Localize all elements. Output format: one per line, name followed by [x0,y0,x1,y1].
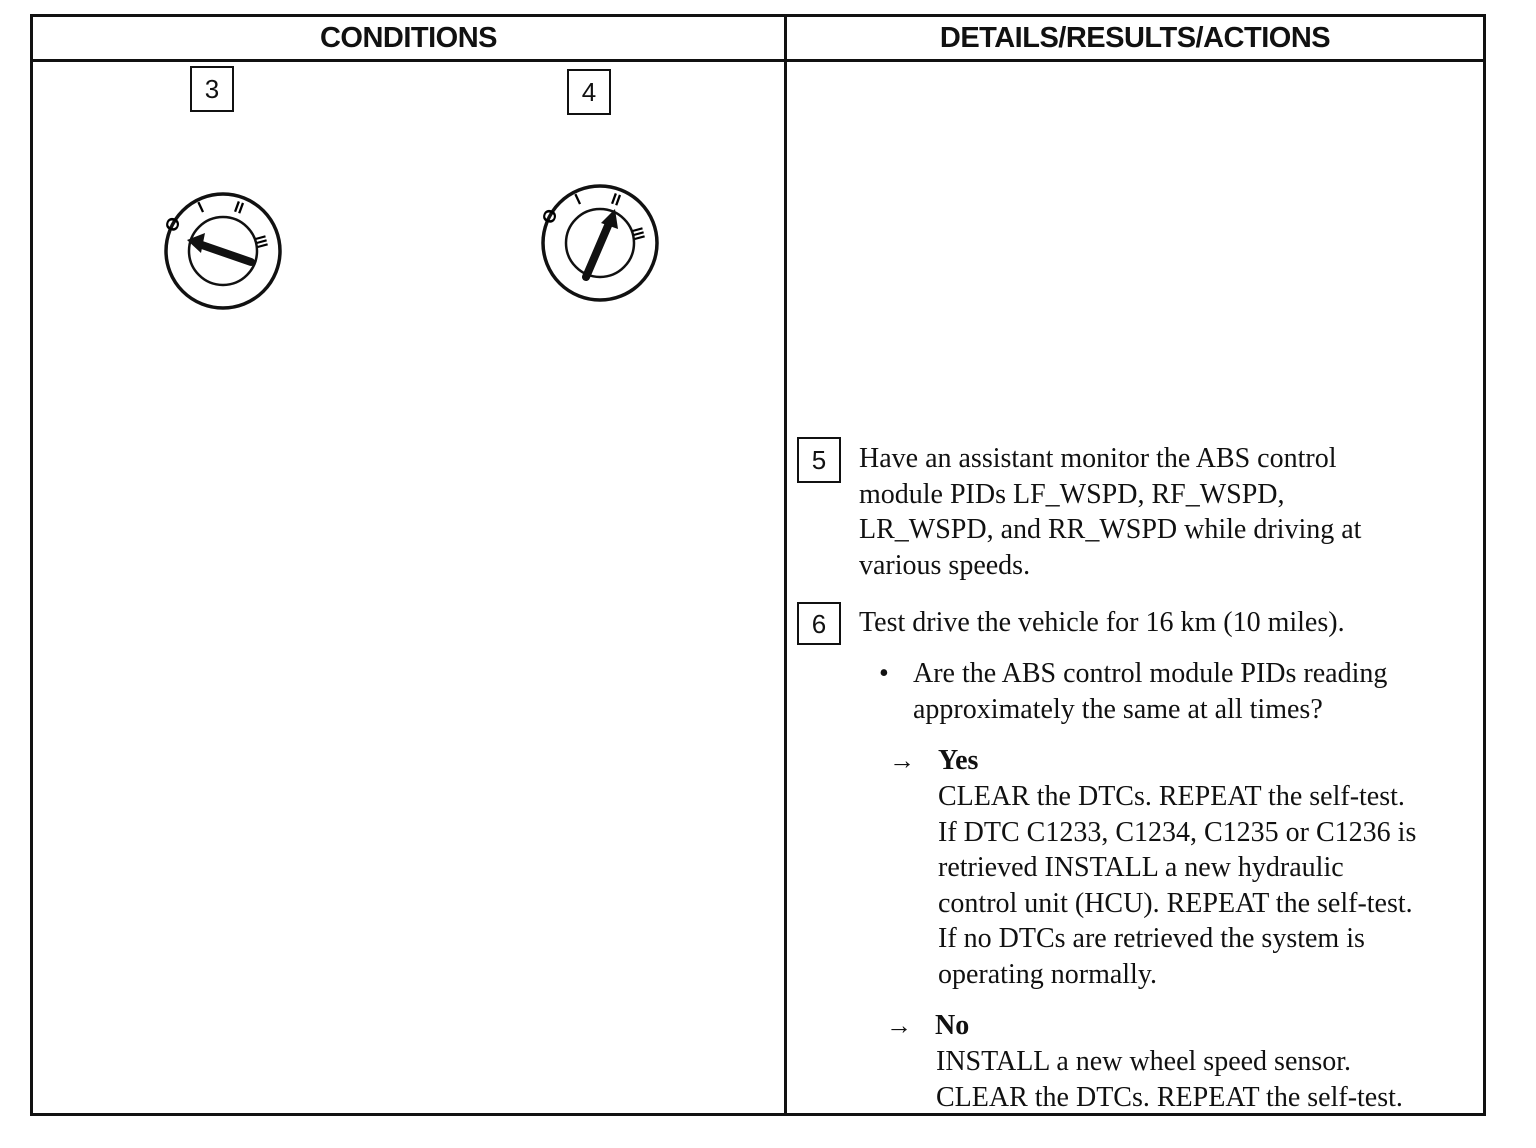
dial-pointer [586,209,618,277]
procedure-table [30,14,1486,1116]
step-5-line: Have an assistant monitor the ABS control [859,443,1337,474]
question-line: approximately the same at all times? [913,693,1323,725]
dial-label-2: II [231,198,246,218]
no-arrow-icon: → [886,1011,912,1040]
dial-label-1: I [572,191,584,209]
yes-action [938,779,1416,992]
yes-arrow-icon: → [889,746,915,775]
yes-label: Yes [938,745,979,776]
yes-line: If no DTCs are retrieved the system is [938,923,1365,954]
dial-label-2: II [608,190,623,210]
details-header: DETAILS/RESULTS/ACTIONS [939,22,1331,54]
step-5-line: module PIDs LF_WSPD, RF_WSPD, [859,478,1285,510]
step-6-box: 6 [797,602,841,645]
step-5-line: LR_WSPD, and RR_WSPD while driving at [859,514,1362,545]
step-3-box: 3 [190,66,234,112]
no-label: No [935,1010,970,1041]
question-line: Are the ABS control module PIDs reading [913,658,1388,689]
ignition-switch-on-icon [538,181,662,305]
yes-line: If DTC C1233, C1234, C1235 or C1236 is [938,816,1417,848]
step-5-text [859,441,1361,583]
dial-pointer [187,233,251,262]
dial-label-3: III [628,225,648,243]
bullet-icon: • [879,658,889,689]
dial-label-off: O [538,206,562,227]
step-6-text: Test drive the vehicle for 16 km (10 miles). [859,607,1345,638]
dial-label-1: I [195,199,207,217]
step-5-line: various speeds. [859,549,1031,581]
step-4-box: 4 [567,69,611,115]
conditions-header: CONDITIONS [319,22,498,54]
yes-line: retrieved INSTALL a new hydraulic [938,852,1344,883]
no-line: INSTALL a new wheel speed sensor. [936,1046,1352,1077]
table-header-row [33,17,1483,62]
no-action [936,1044,1403,1115]
ignition-switch-off-icon [161,189,285,313]
yes-line: control unit (HCU). REPEAT the self-test. [938,887,1413,919]
dial-label-3: III [251,233,271,251]
no-line: CLEAR the DTCs. REPEAT the self-test. [936,1081,1403,1113]
dial-label-off: O [161,214,185,235]
step-6-question [913,656,1387,727]
yes-line: operating normally. [938,958,1158,990]
yes-line: CLEAR the DTCs. REPEAT the self-test. [938,781,1405,812]
step-5-box: 5 [797,437,841,483]
column-divider [784,17,787,1113]
